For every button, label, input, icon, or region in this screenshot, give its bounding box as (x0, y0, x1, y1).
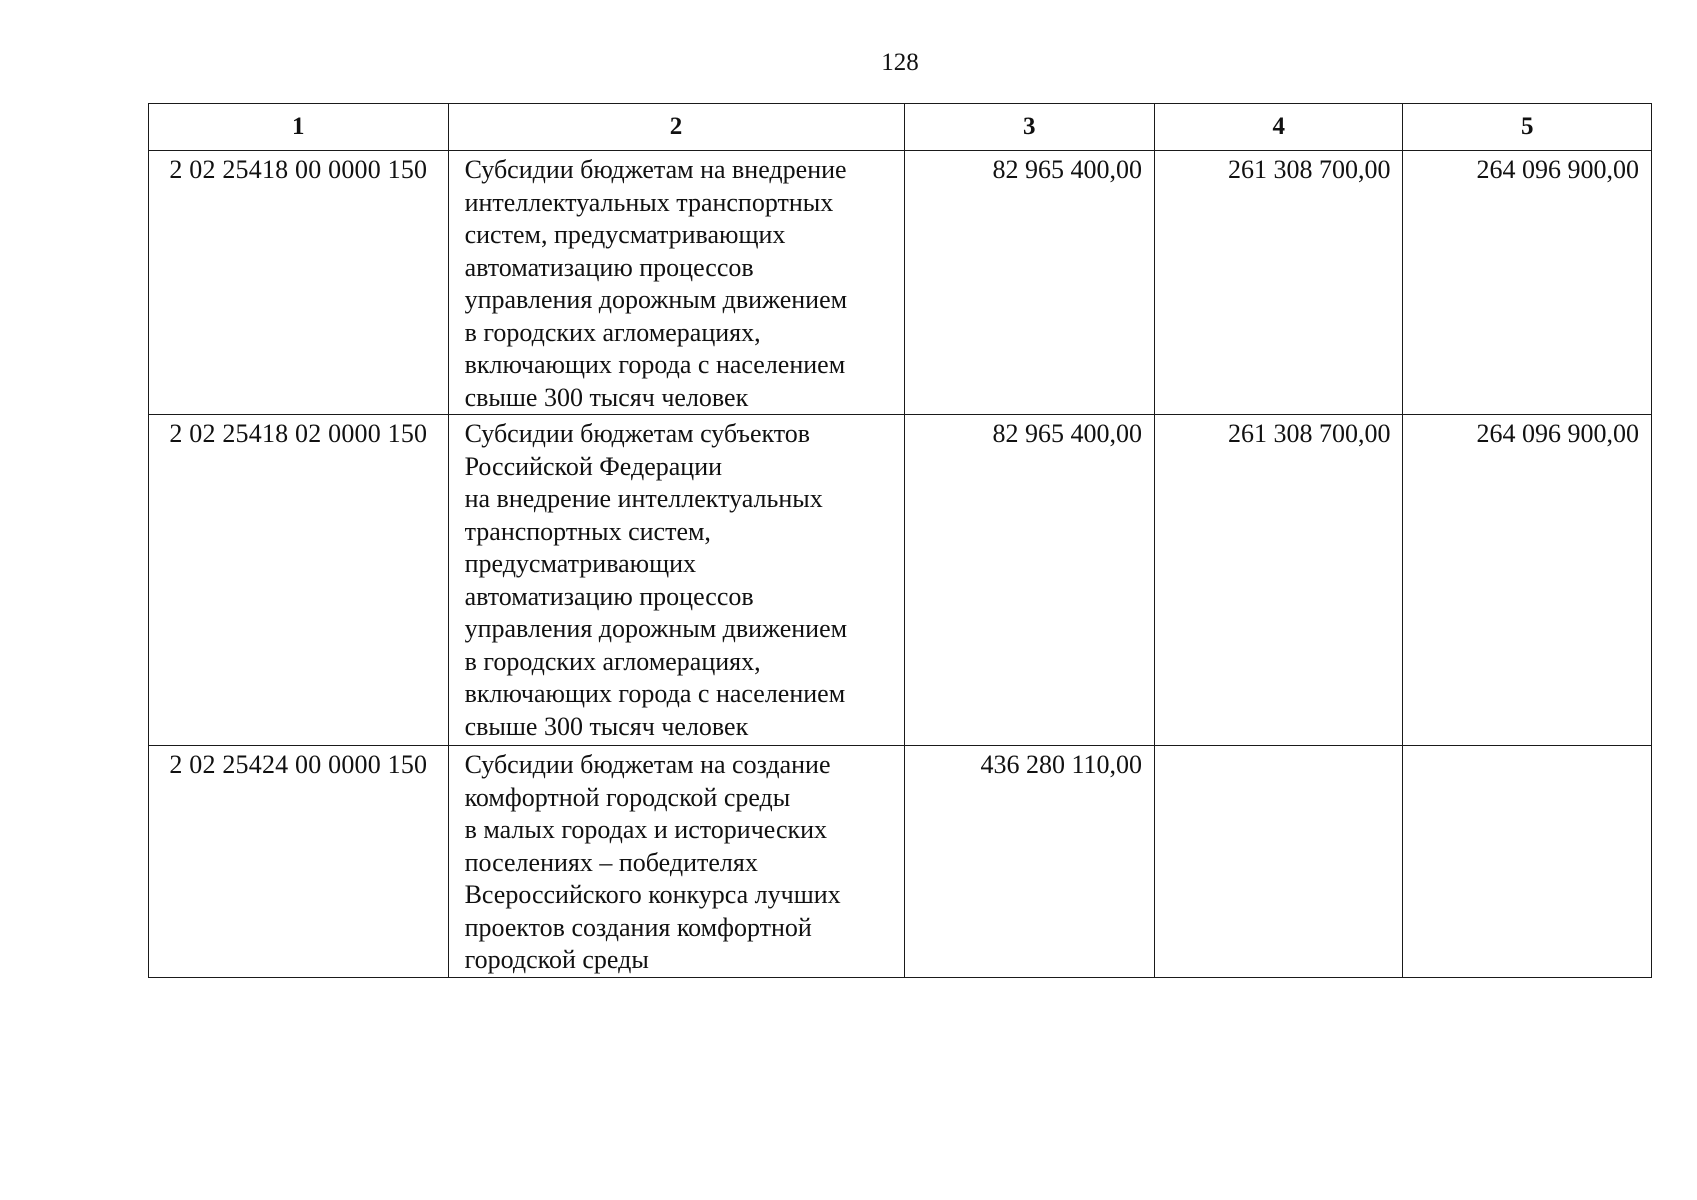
description-line: комфортной городской среды (464, 782, 791, 812)
description-line: управления дорожным движением (464, 285, 848, 314)
description-line: в малых городах и исторических (464, 815, 828, 844)
amount-col4-cell (1155, 746, 1403, 978)
page-number: 128 (881, 49, 919, 76)
description-cell (448, 151, 904, 415)
description-line: на внедрение интеллектуальных (464, 484, 823, 513)
column-header-4: 4 (1155, 104, 1403, 151)
column-header-1: 1 (149, 104, 449, 151)
column-header-5: 5 (1403, 104, 1652, 151)
description-line: Субсидии бюджетам на внедрение (464, 155, 847, 184)
amount-col3-cell: 82 965 400,00 (904, 151, 1155, 415)
description-cell (448, 746, 904, 978)
description-line: проектов создания комфортной (464, 912, 812, 942)
amount-col4-cell: 261 308 700,00 (1155, 151, 1403, 415)
table-row (149, 415, 1652, 746)
budget-code-cell: 2 02 25418 02 0000 150 (149, 415, 449, 746)
budget-table (148, 103, 1652, 978)
description-line: автоматизацию процессов (464, 252, 754, 282)
description-cell (448, 415, 904, 746)
column-header-2: 2 (448, 104, 904, 151)
description-line: поселениях – победителях (464, 847, 758, 877)
amount-col3-cell: 436 280 110,00 (904, 746, 1155, 978)
description-line: Субсидии бюджетам на создание (464, 750, 831, 779)
amount-col5-cell (1403, 746, 1652, 978)
description-line: управления дорожным движением (464, 614, 848, 643)
description-line: в городских агломерациях, (464, 317, 761, 347)
amount-col5-cell: 264 096 900,00 (1403, 151, 1652, 415)
amount-col5-cell: 264 096 900,00 (1403, 415, 1652, 746)
table-row (149, 151, 1652, 415)
description-line: систем, предусматривающих (464, 220, 786, 249)
description-line: интеллектуальных транспортных (464, 187, 834, 217)
description-line: в городских агломерациях, (464, 646, 761, 676)
description-line: свыше 300 тысяч человек (464, 711, 749, 741)
budget-code-cell: 2 02 25424 00 0000 150 (149, 746, 449, 978)
description-line: Всероссийского конкурса лучших (464, 880, 841, 909)
description-line: Российской Федерации (464, 451, 723, 481)
description-line: предусматривающих (464, 549, 697, 578)
description-line: городской среды (464, 945, 649, 974)
description-line: транспортных систем, (464, 516, 711, 546)
amount-col4-cell: 261 308 700,00 (1155, 415, 1403, 746)
table-row (149, 746, 1652, 978)
header-row (149, 104, 1652, 151)
budget-code-cell: 2 02 25418 00 0000 150 (149, 151, 449, 415)
description-line: автоматизацию процессов (464, 581, 754, 611)
description-line: включающих города с населением (464, 679, 846, 708)
description-line: включающих города с населением (464, 350, 846, 379)
description-line: свыше 300 тысяч человек (464, 382, 749, 412)
amount-col3-cell: 82 965 400,00 (904, 415, 1155, 746)
column-header-3: 3 (904, 104, 1155, 151)
description-line: Субсидии бюджетам субъектов (464, 419, 811, 448)
